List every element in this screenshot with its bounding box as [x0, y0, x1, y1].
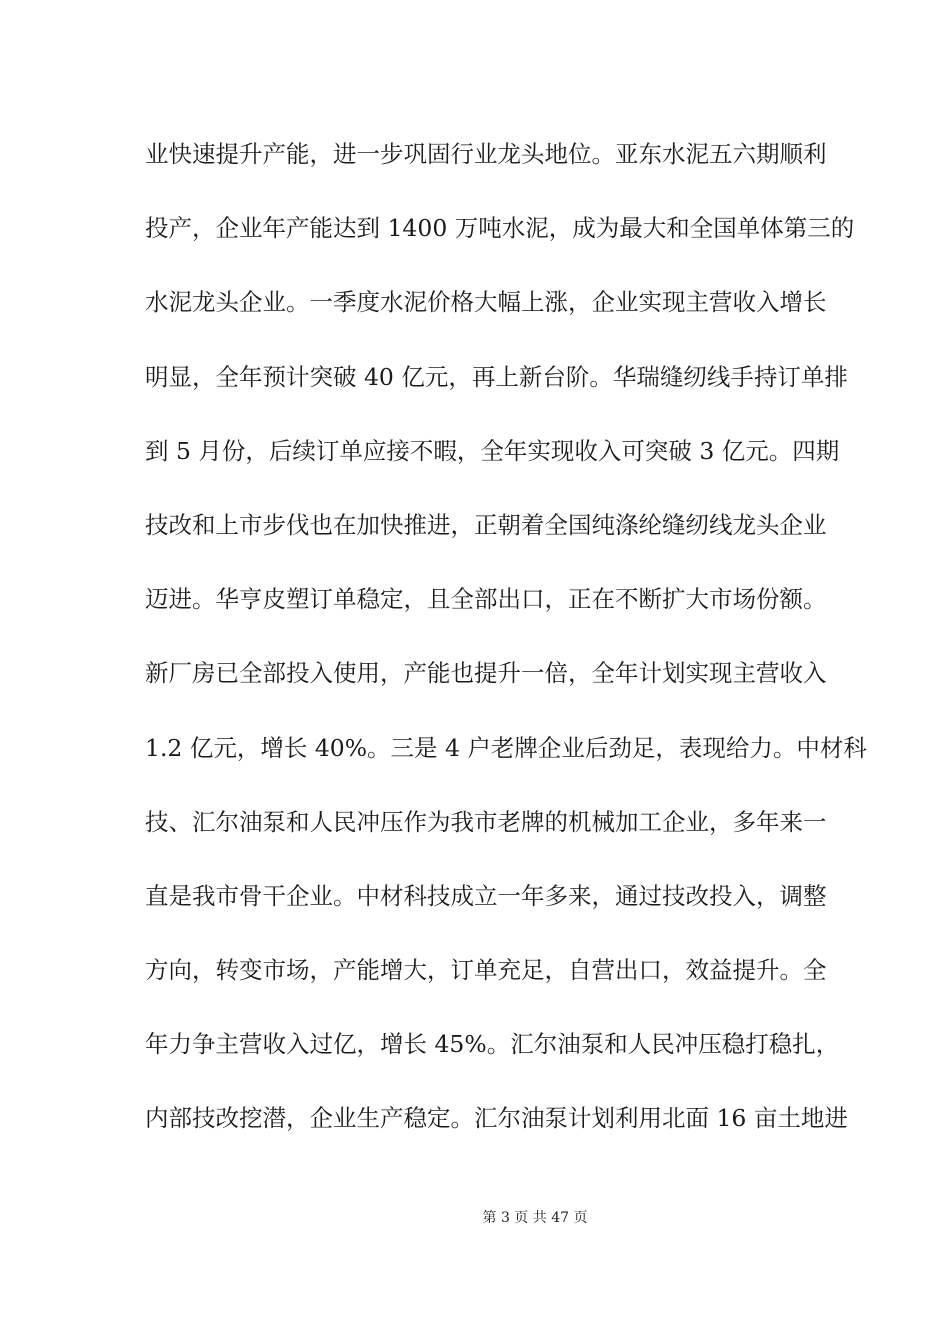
- text-line-14: 内部技改挖潜，企业生产稳定。汇尔油泵计划利用北面 16 亩土地进: [145, 1104, 848, 1133]
- text-line-7: 迈进。华亨皮塑订单稳定，且全部出口，正在不断扩大市场份额。: [145, 585, 827, 614]
- text-line-4: 明显，全年预计突破 40 亿元，再上新台阶。华瑞缝纫线手持订单排: [145, 362, 848, 391]
- text-line-2: 投产，企业年产能达到 1400 万吨水泥，成为最大和全国单体第三的: [145, 214, 855, 243]
- text-line-1: 业快速提升产能，进一步巩固行业龙头地位。亚东水泥五六期顺利: [145, 140, 827, 168]
- text-line-9: 1.2 亿元，增长 40%。三是 4 户老牌企业后劲足，表现给力。中材科: [145, 733, 867, 762]
- text-line-11: 直是我市骨干企业。中材科技成立一年多来，通过技改投入，调整: [145, 881, 827, 910]
- text-line-13: 年力争主营收入过亿，增长 45%。汇尔油泵和人民冲压稳打稳扎，: [145, 1030, 840, 1059]
- body-text: [145, 132, 867, 1171]
- page-footer: [0, 1208, 950, 1228]
- text-line-3: 水泥龙头企业。一季度水泥价格大幅上涨，企业实现主营收入增长: [145, 288, 827, 317]
- text-line-8: 新厂房已全部投入使用，产能也提升一倍，全年计划实现主营收入: [145, 659, 827, 688]
- page-number: 第 3 页 共 47 页: [482, 1210, 588, 1226]
- text-line-12: 方向，转变市场，产能增大，订单充足，自营出口，效益提升。全: [145, 956, 827, 985]
- text-line-6: 技改和上市步伐也在加快推进，正朝着全国纯涤纶缝纫线龙头企业: [145, 510, 827, 539]
- text-line-5: 到 5 月份，后续订单应接不暇，全年实现收入可突破 3 亿元。四期: [145, 436, 840, 465]
- text-line-10: 技、汇尔油泵和人民冲压作为我市老牌的机械加工企业，多年来一: [145, 807, 827, 836]
